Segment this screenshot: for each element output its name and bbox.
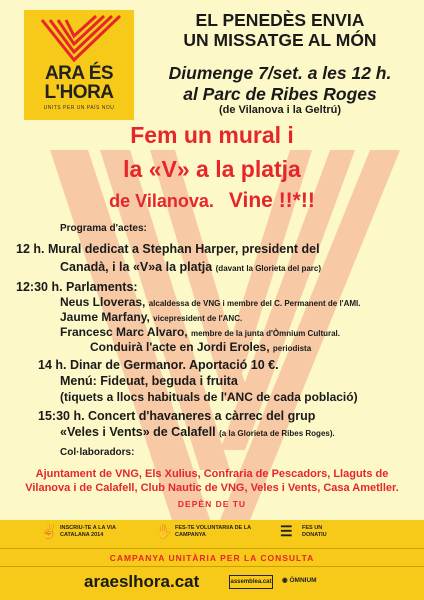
omnium-text: ÒMNIUM bbox=[289, 577, 317, 584]
speaker-2-name: Jaume Marfany, bbox=[60, 310, 150, 324]
collaborators-line2: Vilanova i de Calafell, Club Nautic de VNG, Veles i Vents, Casa Ametller. bbox=[25, 482, 399, 494]
event-date: Diumenge 7/set. a les 12 h. bbox=[168, 63, 392, 83]
headline-line3-vine: Vine !!*!! bbox=[228, 189, 315, 212]
program-item2: 12:30 h. Parlaments: bbox=[16, 280, 138, 294]
logo-text-line2: L'HORA bbox=[44, 82, 114, 103]
program-item1-note: (davant la Glorieta del parc) bbox=[215, 264, 322, 273]
program-item4-note: (a la Glorieta de Ribes Roges). bbox=[219, 429, 335, 438]
donate-icon: ☰ bbox=[280, 523, 293, 539]
speaker-3-name: Francesc Marc Alvaro, bbox=[60, 325, 188, 339]
footer-divider-bottom bbox=[0, 566, 424, 567]
program-item1-line1: 12 h. Mural dedicat a Stephan Harper, president del bbox=[16, 242, 320, 256]
speaker-4-name: Conduirà l'acte en Jordi Eroles, bbox=[90, 340, 270, 354]
cta-inscriu[interactable]: INSCRIU-TE A LA VIA CATALANA 2014 bbox=[60, 525, 116, 538]
program-item4-line1: 15:30 h. Concert d'havaneres a càrrec del grup bbox=[38, 409, 316, 423]
headline-line3 bbox=[0, 190, 424, 212]
footer-divider-top bbox=[0, 548, 424, 549]
speaker-1-role: alcaldessa de VNG i membre del C. Permanent de l'AMI. bbox=[148, 299, 361, 308]
program-item3: 14 h. Dinar de Germanor. Aportació 10 €. bbox=[38, 358, 279, 372]
site-link[interactable]: araeslhora.cat bbox=[84, 572, 200, 591]
program-item1-text: Canadà, i la «V»a la platja bbox=[60, 260, 213, 274]
speaker-2-role: vicepresident de l'ANC. bbox=[153, 314, 243, 323]
program-item4-line2 bbox=[60, 425, 335, 439]
program-item4-text: «Veles i Vents» de Calafell bbox=[60, 425, 216, 439]
speaker-1-name: Neus Lloveras, bbox=[60, 295, 146, 309]
logo-tagline: UNITS PER UN PAÍS NOU bbox=[43, 105, 115, 111]
omnium-icon: ◉ bbox=[282, 577, 288, 584]
campaign-text: CAMPANYA UNITÀRIA PER LA CONSULTA bbox=[109, 553, 315, 563]
collaborators-line1: Ajuntament de VNG, Els Xulius, Confraria de Pescadors, Llaguts de bbox=[35, 468, 389, 480]
event-place: al Parc de Ribes Roges bbox=[183, 84, 377, 104]
headline-line2: la «V» a la platja bbox=[123, 156, 301, 182]
speaker-4-role: periodista bbox=[272, 344, 312, 353]
headline-line3-place: de Vilanova. bbox=[109, 191, 214, 211]
speaker-4 bbox=[90, 340, 311, 354]
speaker-3-role: membre de la junta d'Òmnium Cultural. bbox=[190, 329, 341, 338]
event-place-sub: (de Vilanova i la Geltrú) bbox=[218, 104, 342, 116]
program-title: Programa d'actes: bbox=[60, 223, 147, 234]
program-item3-tickets: (tiquets a llocs habituals de l'ANC de cada població) bbox=[60, 390, 358, 404]
omnium-logo bbox=[282, 575, 317, 587]
footer-band bbox=[0, 520, 424, 600]
headline-line1: Fem un mural i bbox=[130, 122, 294, 148]
cta-donatiu[interactable]: FES UN DONATIU bbox=[302, 525, 327, 538]
speaker-1 bbox=[60, 295, 360, 309]
header-line1: EL PENEDÈS ENVIA bbox=[195, 10, 365, 30]
collaborators-title: Col·laboradors: bbox=[60, 447, 135, 458]
depen-de-tu: DEPÈN DE TU bbox=[177, 499, 247, 509]
logo-text-line1: ARA ÉS bbox=[44, 63, 114, 84]
speaker-3 bbox=[60, 325, 340, 339]
program-item3-menu: Menú: Fideuat, beguda i fruita bbox=[60, 374, 238, 388]
program-item1-line2 bbox=[60, 260, 321, 274]
volunteer-icon: ✋ bbox=[155, 523, 173, 539]
speaker-2 bbox=[60, 310, 242, 324]
vote-v-icon: ✌ bbox=[40, 523, 58, 539]
cta-voluntari[interactable]: FES-TE VOLUNTARI/A DE LA CAMPANYA bbox=[175, 525, 251, 538]
ara-es-lhora-logo bbox=[24, 10, 134, 120]
assemblea-logo: assemblea.cat bbox=[229, 575, 273, 589]
header-line2: UN MISSATGE AL MÓN bbox=[183, 30, 377, 50]
